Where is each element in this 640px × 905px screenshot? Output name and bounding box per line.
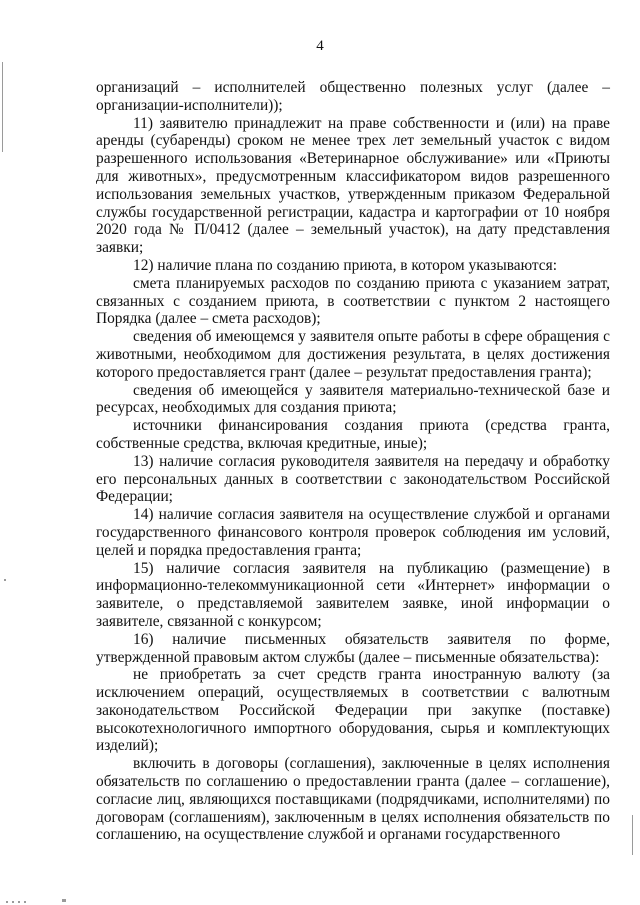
paragraph-item-16: 16) наличие письменных обязательств заявителя по форме, утвержденной правовым актом службы (далее – письменные обязательства): [96,630,610,666]
paragraph-currency-obligation: не приобретать за счет средств гранта иностранную валюту (за исключением операций, осуществляемых в соответствии с валютным законодательством Российской Федерации при закупке (поставке) высокотехнологичного импортного оборудования, сырья и комплектующих изделий); [96,666,610,755]
paragraph-item-13: 13) наличие согласия руководителя заявителя на передачу и обработку его персональных данных в соответствии с законодательством Российской Федерации; [96,452,610,506]
left-margin-scan-dot [4,579,6,581]
page-number: 4 [316,38,324,54]
paragraph-material-base: сведения об имеющейся у заявителя материально-технической базе и ресурсах, необходимых для создания приюта; [96,381,610,417]
paragraph-item-12: 12) наличие плана по созданию приюта, в котором указываются: [133,256,557,274]
paragraph-funding-sources: источники финансирования создания приюта (средства гранта, собственные средства, включая кредитные, иные); [96,417,610,452]
document-body [96,79,610,844]
paragraph-item-11: 11) заявителю принадлежит на праве собственности и (или) на праве аренды (субаренды) сроком не менее трех лет земельный участок с видом разрешенного использования «Ветеринарное обслуживание» или «Приюты для животных», предусмотренным классификатором видов разрешенного использования земельных участков, утвержденным приказом Федеральной службы государственной регистрации, кадастра и картографии от 10 ноября 2020 года № П/0412 (далее – земельный участок), на дату представления заявки; [96,114,610,257]
paragraph-contracts-obligation: включить в договоры (соглашения), заключенные в целях исполнения обязательств по соглашению о предоставлении гранта (далее – соглашение), согласие лиц, являющихся поставщиками (подрядчиками, исполнителями) по договорам (соглашениям), заключенным в целях исполнения обязательств по соглашению, на осуществление службой и органами государственного [96,755,610,844]
bottom-scan-artifact [0,898,80,904]
right-margin-scan-mark [632,815,633,855]
paragraph-continuation: организаций – исполнителей общественно полезных услуг (далее – организации-исполнители)); [96,79,610,114]
paragraph-item-14: 14) наличие согласия заявителя на осуществление службой и органами государственного финансового контроля проверок соблюдения им условий, целей и порядка предоставления гранта; [96,506,610,559]
paragraph-cost-estimate: смета планируемых расходов по созданию приюта с указанием затрат, связанных с созданием приюта, в соответствии с пунктом 2 настоящего Порядка (далее – смета расходов); [96,274,610,328]
left-margin-scan-mark [2,62,3,152]
paragraph-item-15: 15) наличие согласия заявителя на публикацию (размещение) в информационно-телекоммуникационной сети «Интернет» информации о заявителе, о представляемой заявителем заявке, иной информации о заявителе, связанной с конкурсом; [96,559,610,630]
paragraph-experience: сведения об имеющемся у заявителя опыте работы в сфере обращения с животными, необходимом для достижения результата, в целях достижения которого предоставляется грант (далее – результат предоставления гранта); [96,328,610,381]
